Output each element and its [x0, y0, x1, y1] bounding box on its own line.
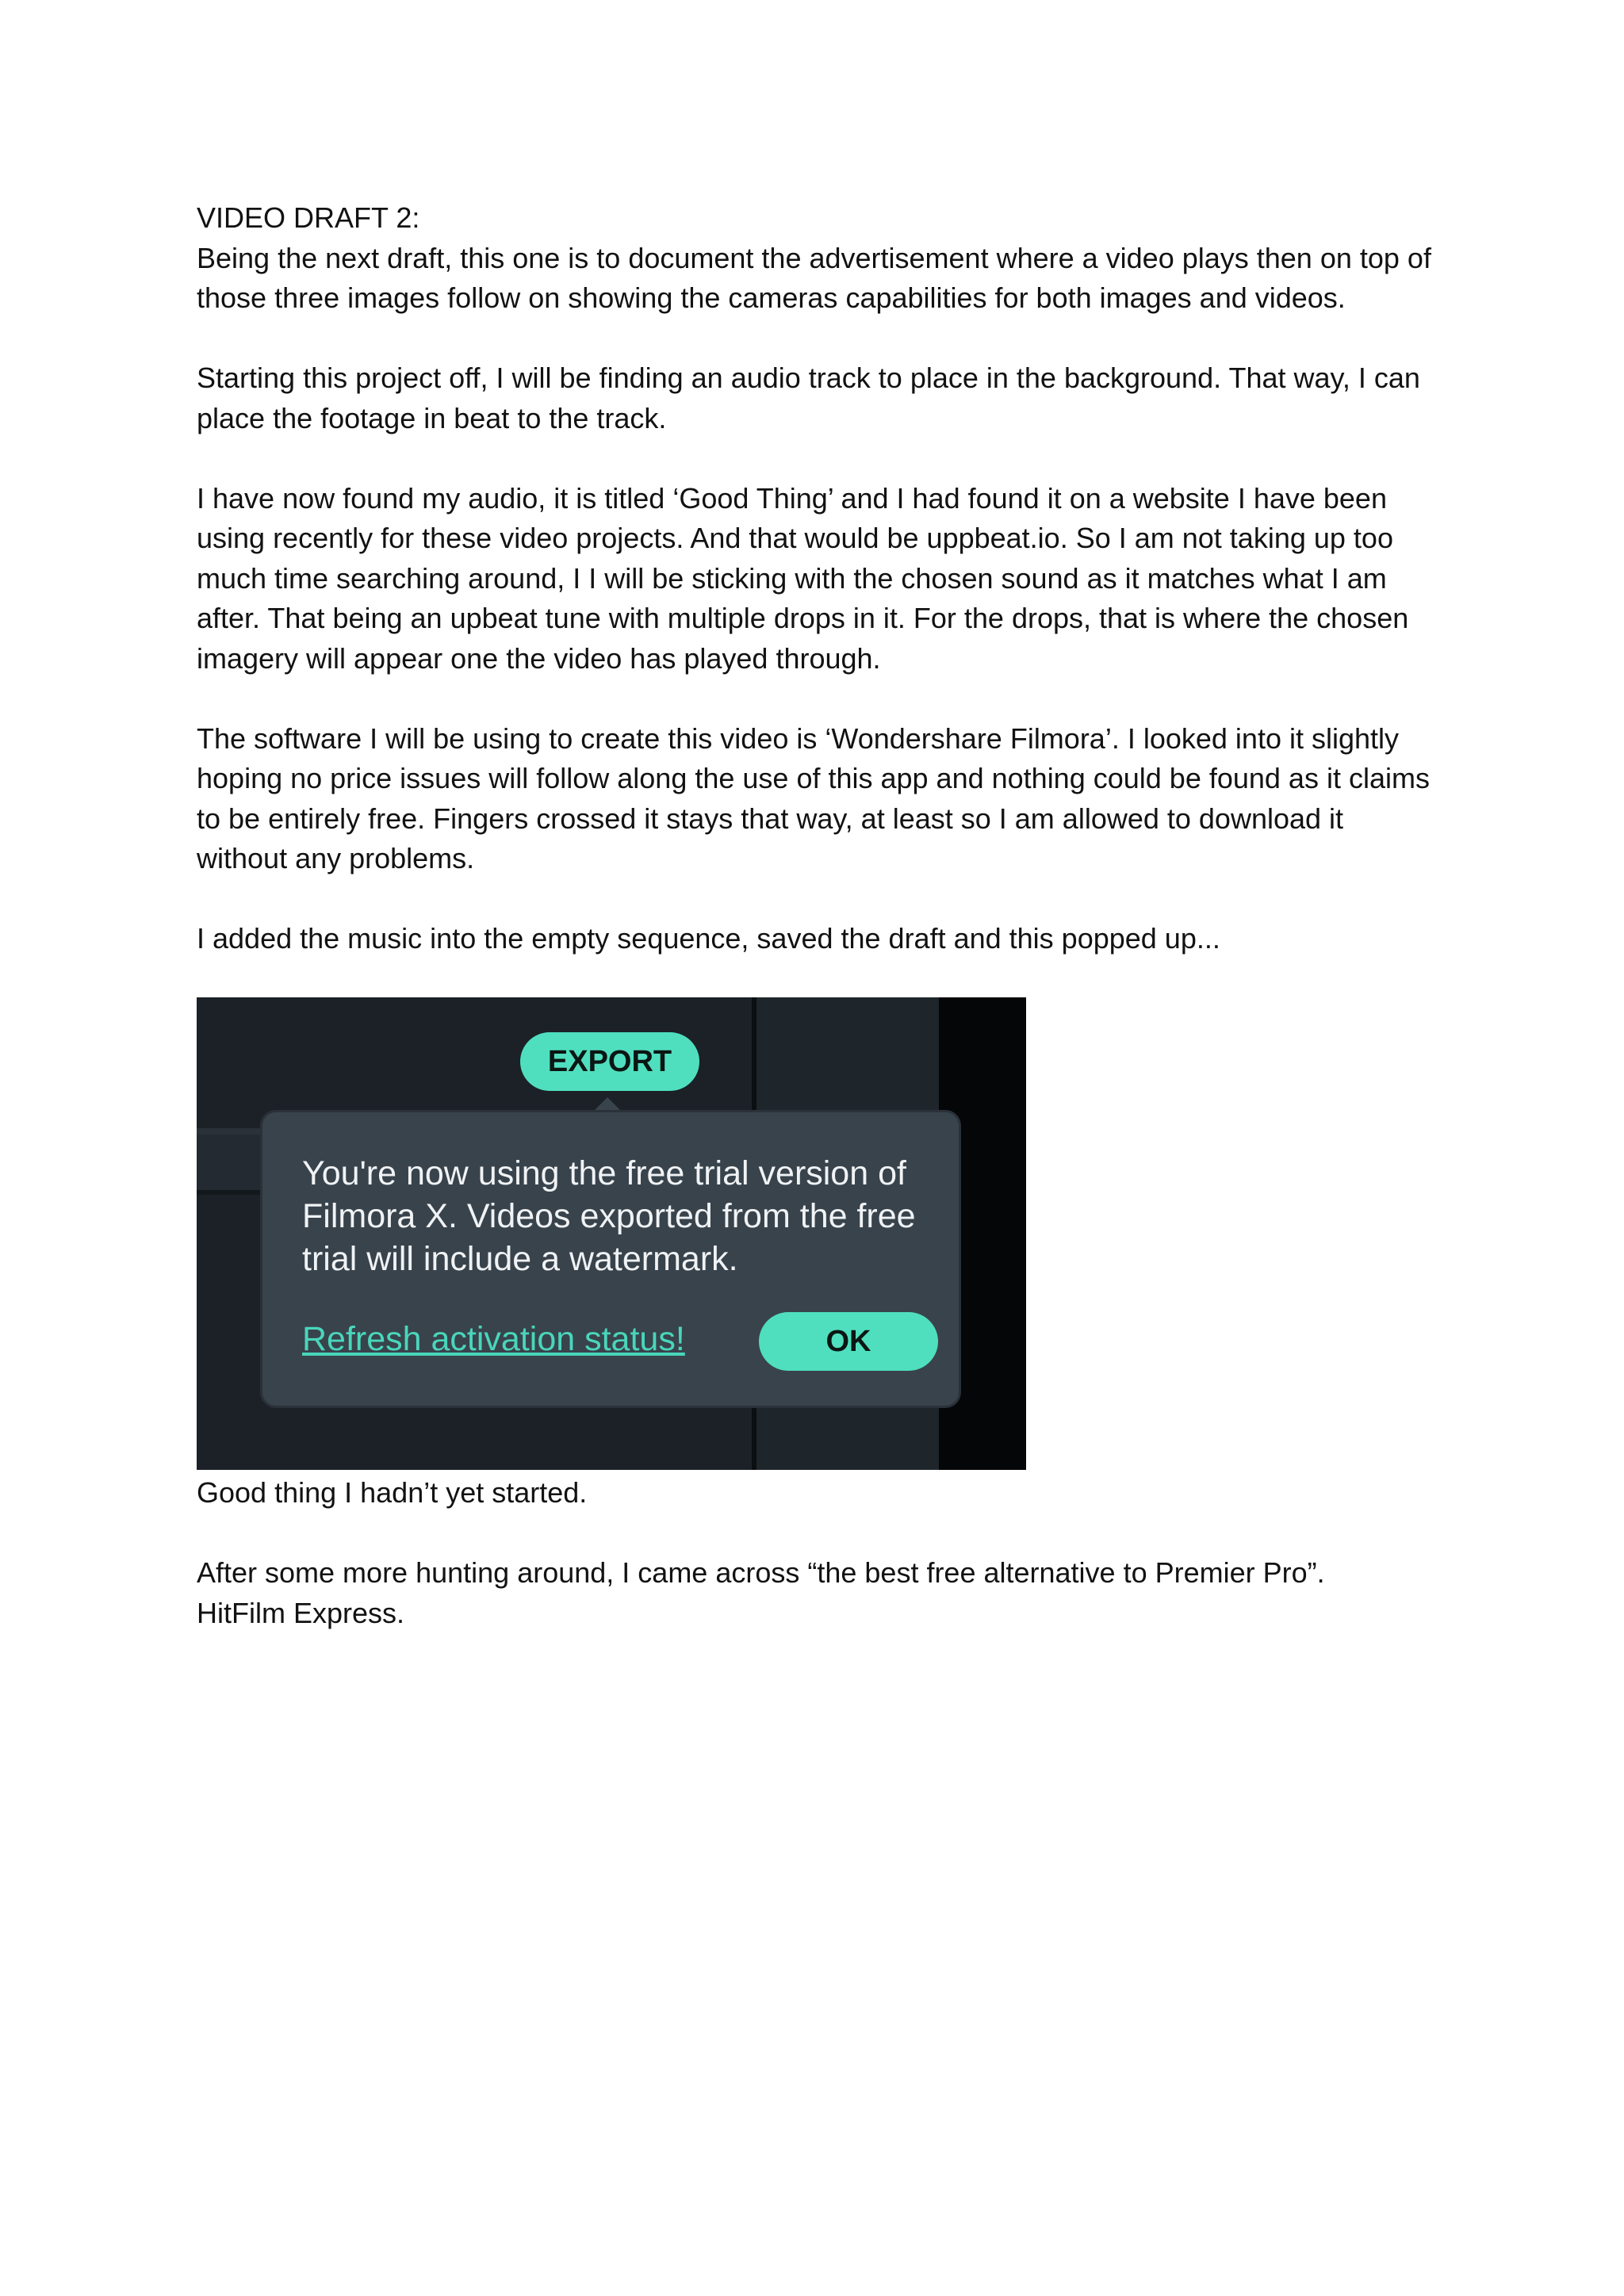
- export-button[interactable]: EXPORT: [520, 1032, 699, 1091]
- filmora-screenshot: [197, 997, 1026, 1470]
- refresh-activation-link[interactable]: Refresh activation status!: [302, 1320, 685, 1358]
- popup-message: You're now using the free trial version of Filmora X. Videos exported from the free trial will include a watermark.: [302, 1154, 916, 1278]
- document-heading: VIDEO DRAFT 2:: [197, 201, 420, 234]
- paragraph-software: The software I will be using to create this video is ‘Wondershare Filmora’. I looked into it slightly hoping no price issues will follow along the use of this app and nothing could be found as it claims to be entirely free. Fingers crossed it stays that way, at least so I am allowed to download it without any problems.: [197, 721, 1430, 874]
- text-section-top: [197, 198, 1442, 959]
- ok-button[interactable]: OK: [759, 1312, 938, 1371]
- paragraph-alternative: After some more hunting around, I came across “the best free alternative to Premier Pro”.: [197, 1556, 1325, 1589]
- paragraph-after-screenshot: Good thing I hadn’t yet started.: [197, 1476, 588, 1509]
- paragraph-audio-search: Starting this project off, I will be finding an audio track to place in the background. That way, I can place the footage in beat to the track.: [197, 362, 1420, 434]
- text-section-bottom: [197, 1473, 1442, 1633]
- paragraph-intro: Being the next draft, this one is to document the advertisement where a video plays then on top of those three images follow on showing the cameras capabilities for both images and videos.: [197, 241, 1431, 314]
- paragraph-hitfilm: HitFilm Express.: [197, 1596, 405, 1629]
- paragraph-popup-intro: I added the music into the empty sequence, saved the draft and this popped up...: [197, 922, 1220, 955]
- trial-popup: [260, 1110, 961, 1408]
- paragraph-audio-found: I have now found my audio, it is titled ‘Good Thing’ and I had found it on a website I have been using recently for these video projects. And that would be uppbeat.io. So I am not taking up too much time searching around, I I will be sticking with the chosen sound as it matches what I am after. That being an upbeat tune with multiple drops in it. For the drops, that is where the chosen imagery will appear one the video has played through.: [197, 481, 1409, 675]
